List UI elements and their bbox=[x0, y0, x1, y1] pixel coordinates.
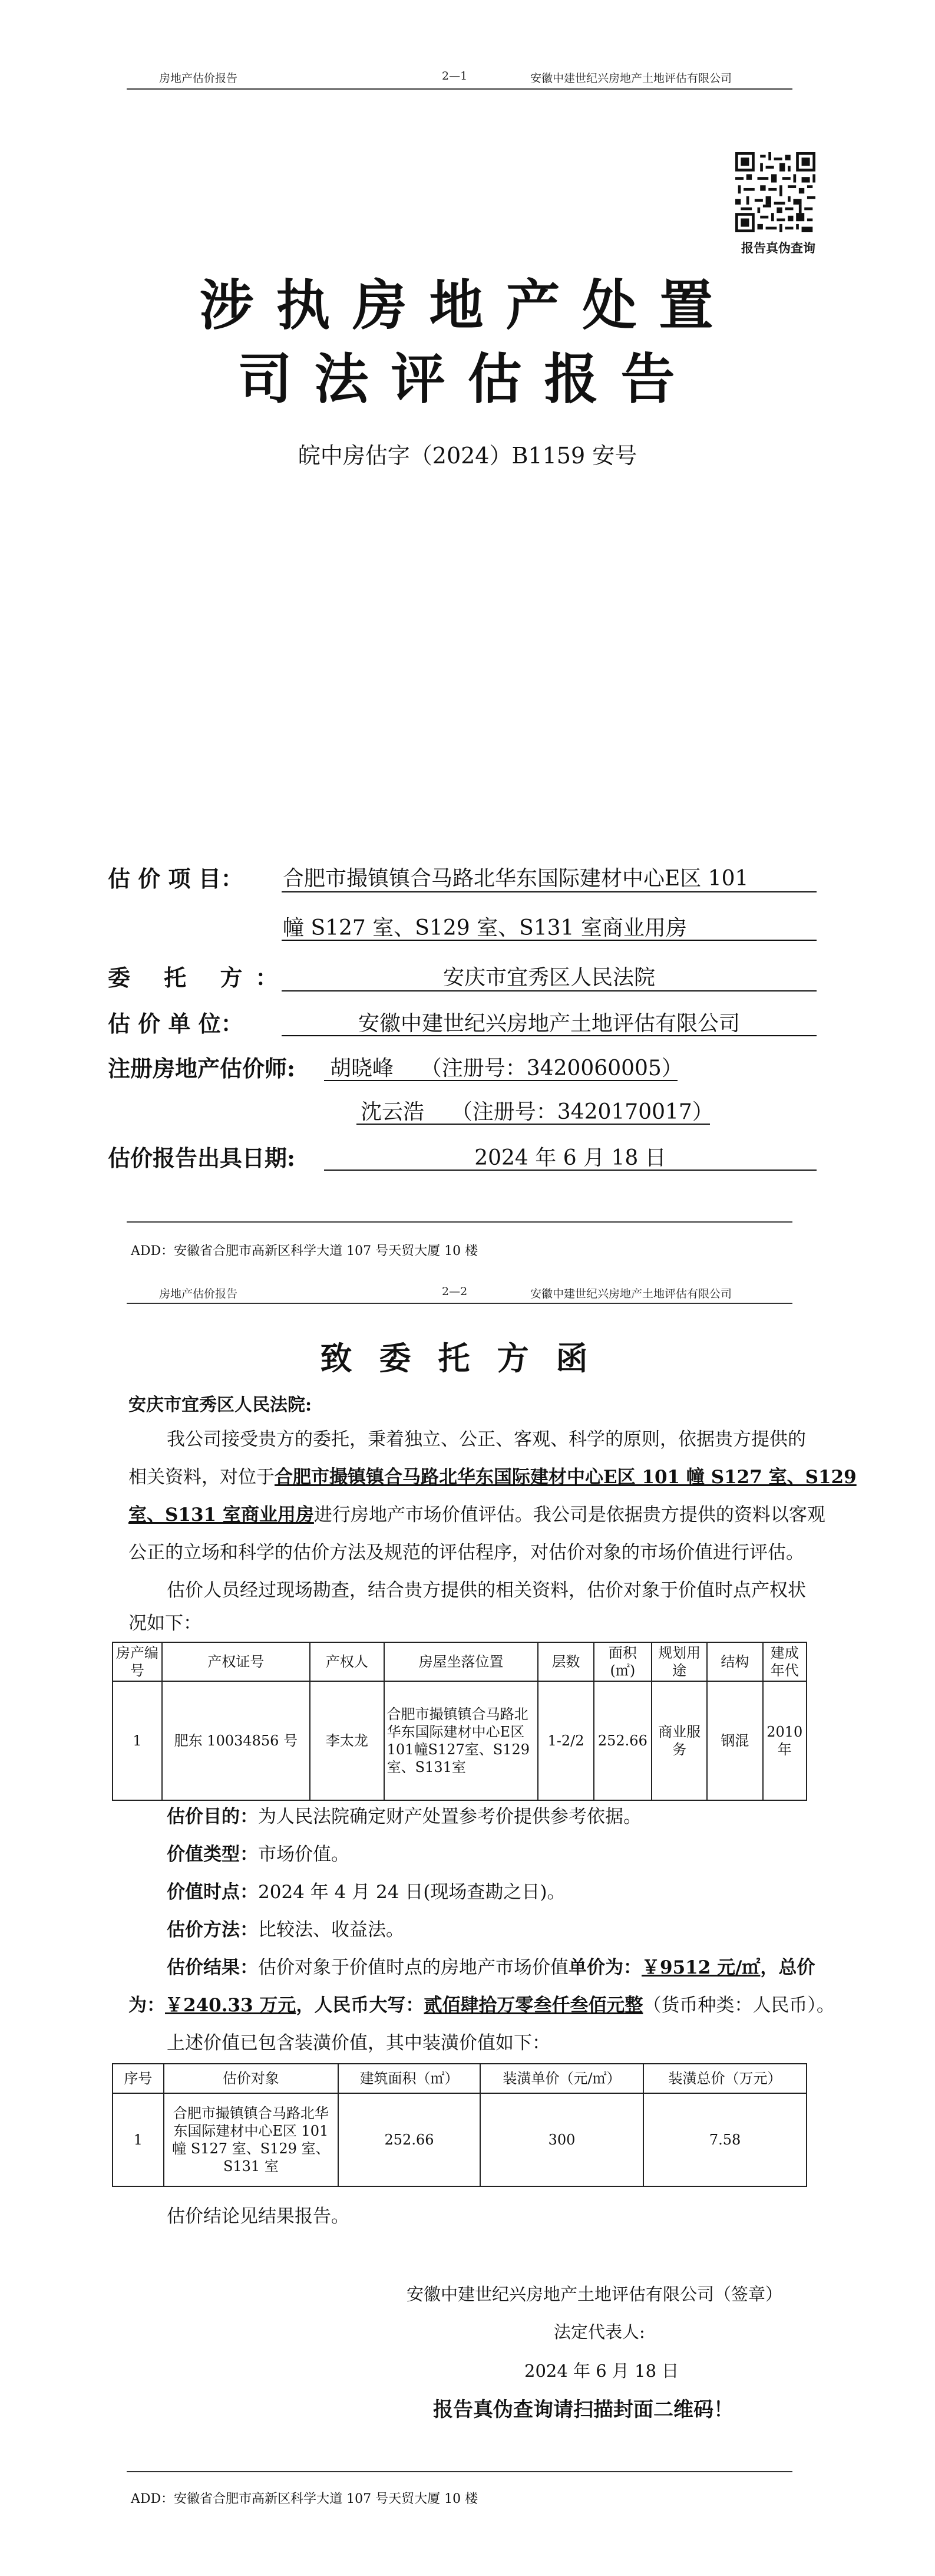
cell-build-area: 252.66 bbox=[338, 2093, 480, 2186]
signature-company: 安徽中建世纪兴房地产土地评估有限公司（签章） bbox=[407, 2284, 783, 2304]
col-total: 装潢总价（万元） bbox=[643, 2064, 807, 2093]
result-line-1 bbox=[167, 1949, 815, 1987]
issue-date-label: 估价报告出具日期: bbox=[108, 1145, 296, 1171]
table-row bbox=[113, 2093, 807, 2186]
property-rights-table bbox=[112, 1642, 807, 1801]
col-seq: 序号 bbox=[113, 2064, 164, 2093]
value-date-line bbox=[167, 1873, 566, 1911]
header-right-2: 安徽中建世纪兴房地产土地评估有限公司 bbox=[530, 1287, 732, 1300]
result-unit-label: 单价为： bbox=[569, 1957, 642, 1978]
result-rmb-label: ，人民币大写： bbox=[296, 1995, 424, 2016]
value-date-label: 价值时点： bbox=[167, 1882, 258, 1903]
col-unit-price: 装潢单价（元/㎡） bbox=[480, 2064, 643, 2093]
letter-title: 致委托方函 bbox=[320, 1339, 615, 1377]
appraiser-2: 沈云浩 （注册号：3420170017） bbox=[361, 1100, 713, 1124]
unit-value: 安徽中建世纪兴房地产土地评估有限公司 bbox=[358, 1012, 740, 1036]
col-owner: 产权人 bbox=[310, 1642, 384, 1681]
project-underline-1 bbox=[282, 891, 817, 892]
p1-text-c: 进行房地产市场价值评估。我公司是依据贵方提供的资料以客观 bbox=[313, 1504, 825, 1526]
paragraph-1-line4: 公正的立场和科学的估价方法及规范的评估程序，对估价对象的市场价值进行评估。 bbox=[128, 1542, 804, 1563]
unit-label: 估 价 单 位： bbox=[108, 1010, 243, 1037]
result-text-c: （货币种类：人民币）。 bbox=[643, 1995, 835, 2016]
col-cert-no: 产权证号 bbox=[162, 1642, 310, 1681]
method-line bbox=[167, 1911, 404, 1949]
decoration-table bbox=[112, 2063, 807, 2187]
signature-representative: 法定代表人: bbox=[554, 2322, 645, 2342]
deco-intro: 上述价值已包含装潢价值，其中装潢价值如下： bbox=[167, 2033, 550, 2054]
appraiser-1-underline bbox=[324, 1080, 678, 1081]
purpose-line bbox=[167, 1798, 642, 1836]
cell-use: 商业服务 bbox=[652, 1681, 707, 1800]
addressee: 安庆市宜秀区人民法院: bbox=[128, 1395, 312, 1415]
header-rule bbox=[127, 88, 792, 90]
appraiser-1: 胡晓峰 （注册号：3420060005） bbox=[330, 1056, 683, 1081]
header-left: 房地产估价报告 bbox=[159, 72, 238, 85]
paragraph-1-line1: 我公司接受贵方的委托，秉着独立、公正、客观、科学的原则，依据贵方提供的 bbox=[167, 1429, 806, 1450]
cell-unit-price: 300 bbox=[480, 2093, 643, 2186]
cell-owner: 李太龙 bbox=[310, 1681, 384, 1800]
col-object: 估价对象 bbox=[164, 2064, 338, 2093]
paragraph-1-line3 bbox=[128, 1496, 825, 1534]
project-value-line1: 合肥市撮镇镇合马路北华东国际建材中心E区 101 bbox=[283, 867, 749, 891]
header-page-number-2: 2—2 bbox=[442, 1285, 468, 1298]
cell-structure: 钢混 bbox=[707, 1681, 762, 1800]
p1-text: 相关资料，对位于 bbox=[128, 1467, 275, 1488]
cell-seq: 1 bbox=[113, 2093, 164, 2186]
footer-rule-1 bbox=[127, 1221, 792, 1223]
p1-object-1: 合肥市撮镇镇合马路北华东国际建材中心E区 101 幢 S127 室、S129 bbox=[275, 1467, 857, 1488]
project-value-line2: 幢 S127 室、S129 室、S131 室商业用房 bbox=[283, 916, 687, 940]
client-value: 安庆市宜秀区人民法院 bbox=[442, 966, 655, 990]
cell-floors: 1-2/2 bbox=[538, 1681, 593, 1800]
col-house-no: 房产编号 bbox=[113, 1642, 162, 1681]
unit-underline bbox=[282, 1035, 817, 1036]
appraiser-label: 注册房地产估价师: bbox=[108, 1055, 296, 1082]
cell-year: 2010年 bbox=[763, 1681, 807, 1800]
project-underline-2 bbox=[282, 940, 817, 941]
result-total-label: ，总价 bbox=[760, 1957, 815, 1978]
footer-rule-2 bbox=[127, 2471, 792, 2472]
purpose-value: 为人民法院确定财产处置参考价提供参考依据。 bbox=[258, 1806, 642, 1827]
value-date-value: 2024 年 4 月 24 日(现场查勘之日)。 bbox=[258, 1882, 566, 1903]
method-value: 比较法、收益法。 bbox=[258, 1919, 404, 1941]
report-number: 皖中房估字（2024）B1159 安号 bbox=[298, 443, 637, 469]
result-rmb: 贰佰肆拾万零叁仟叁佰元整 bbox=[424, 1995, 643, 2016]
project-label: 估 价 项 目： bbox=[108, 865, 243, 892]
signature-date: 2024 年 6 月 18 日 bbox=[524, 2361, 679, 2381]
purpose-label: 估价目的： bbox=[167, 1806, 258, 1827]
col-location: 房屋坐落位置 bbox=[384, 1642, 538, 1681]
result-unit-price: ￥9512 元/㎡ bbox=[642, 1957, 761, 1978]
table-row bbox=[113, 1681, 807, 1800]
client-label: 委 托 方： bbox=[108, 964, 291, 991]
result-text-a: 估价对象于价值时点的房地产市场价值 bbox=[258, 1957, 569, 1978]
col-build-area: 建筑面积（㎡） bbox=[338, 2064, 480, 2093]
appraiser-2-underline bbox=[356, 1124, 710, 1125]
col-floors: 层数 bbox=[538, 1642, 593, 1681]
col-year: 建成年代 bbox=[763, 1642, 807, 1681]
paragraph-2-line1: 估价人员经过现场勘查，结合贵方提供的相关资料，估价对象于价值时点产权状 bbox=[167, 1580, 806, 1601]
cover-title-line2: 司法评估报告 bbox=[237, 347, 698, 411]
header-rule-2 bbox=[127, 1303, 792, 1304]
result-total: ￥240.33 万元 bbox=[165, 1995, 296, 2016]
p1-object-2: 室、S131 室商业用房 bbox=[128, 1504, 314, 1526]
header-page-number: 2—1 bbox=[442, 70, 468, 83]
result-line-2 bbox=[128, 1987, 835, 2024]
cell-area: 252.66 bbox=[594, 1681, 652, 1800]
header-right: 安徽中建世纪兴房地产土地评估有限公司 bbox=[530, 72, 732, 85]
conclusion: 估价结论见结果报告。 bbox=[167, 2206, 349, 2227]
paragraph-2-line2: 况如下： bbox=[128, 1613, 201, 1634]
paragraph-1-line2 bbox=[128, 1458, 857, 1496]
value-type-label: 价值类型： bbox=[167, 1844, 258, 1865]
qr-caption: 报告真伪查询 bbox=[741, 241, 815, 255]
cell-cert: 肥东 10034856 号 bbox=[162, 1681, 310, 1800]
footer-address-2: ADD：安徽省合肥市高新区科学大道 107 号天贸大厦 10 楼 bbox=[131, 2492, 478, 2506]
cell-total: 7.58 bbox=[643, 2093, 807, 2186]
cell-object: 合肥市撮镇镇合马路北华东国际建材中心E区 101 幢 S127 室、S129 室、S131 室 bbox=[164, 2093, 338, 2186]
result-label: 估价结果： bbox=[167, 1957, 258, 1978]
client-underline bbox=[282, 990, 817, 991]
cover-title-line1: 涉执房地产处置 bbox=[199, 274, 736, 337]
footer-address-1: ADD：安徽省合肥市高新区科学大道 107 号天贸大厦 10 楼 bbox=[131, 1244, 478, 1259]
value-type-line bbox=[167, 1836, 349, 1873]
col-area: 面积(㎡) bbox=[594, 1642, 652, 1681]
issue-date-underline bbox=[324, 1170, 817, 1171]
cell-no: 1 bbox=[113, 1681, 162, 1800]
header-left-2: 房地产估价报告 bbox=[159, 1287, 238, 1300]
col-structure: 结构 bbox=[707, 1642, 762, 1681]
verify-notice: 报告真伪查询请扫描封面二维码！ bbox=[433, 2398, 734, 2422]
qr-code-icon[interactable] bbox=[735, 152, 815, 232]
method-label: 估价方法： bbox=[167, 1919, 258, 1941]
result-text-b: 为： bbox=[128, 1995, 165, 2016]
col-use: 规划用途 bbox=[652, 1642, 707, 1681]
issue-date-value: 2024 年 6 月 18 日 bbox=[474, 1146, 666, 1170]
value-type-value: 市场价值。 bbox=[258, 1844, 349, 1865]
cell-location: 合肥市撮镇镇合马路北华东国际建材中心E区101幢S127室、S129室、S131室 bbox=[384, 1681, 538, 1800]
